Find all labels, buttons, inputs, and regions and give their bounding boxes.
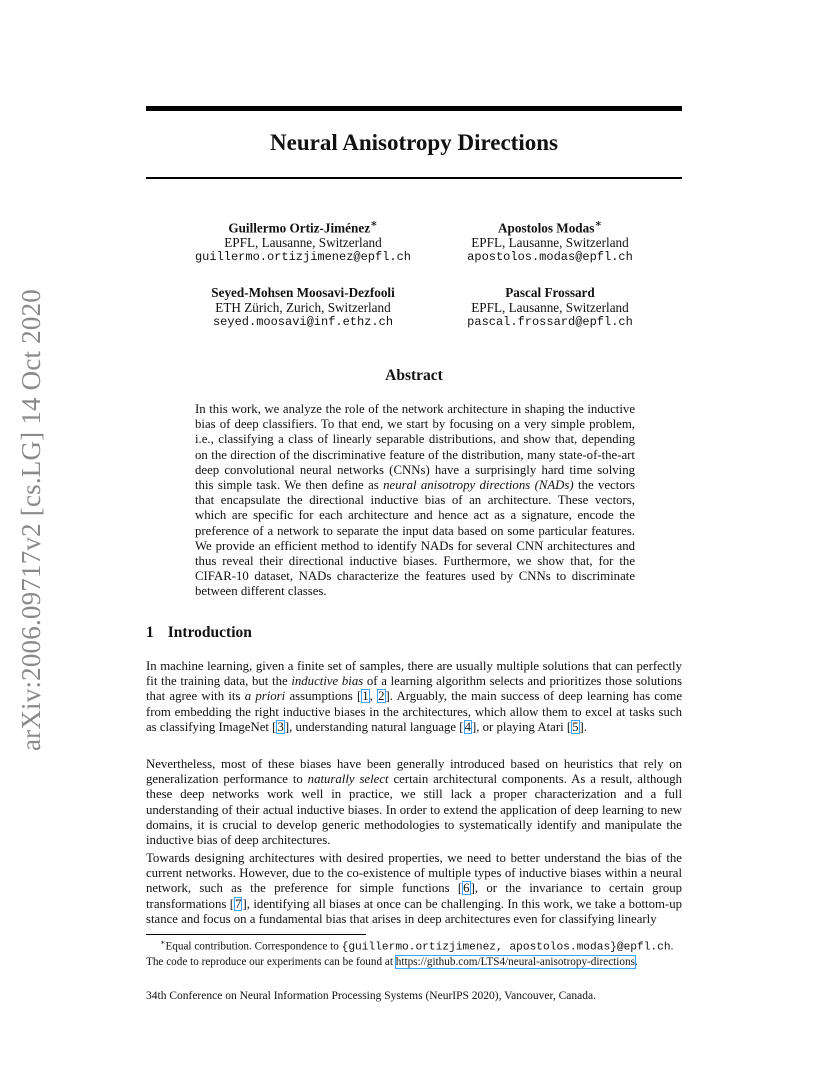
citation-link[interactable]: 7 <box>235 896 242 911</box>
author-name: Guillermo Ortiz-Jiménez∗ <box>228 218 378 236</box>
author-name: Apostolos Modas∗ <box>498 218 602 236</box>
footnote <box>146 936 686 969</box>
code-repository-link[interactable]: https://github.com/LTS4/neural-anisotropy-directions <box>395 955 635 968</box>
author-affiliation: EPFL, Lausanne, Switzerland <box>471 300 629 315</box>
citation-link[interactable]: 1 <box>362 689 369 704</box>
citation-link[interactable]: 2 <box>378 689 385 704</box>
citation-link[interactable]: 5 <box>572 719 579 734</box>
intro-paragraph-3: Towards designing architectures with desired properties, we need to better understand the bias of the current networks. However, due to the co-existence of multiple types of inductive biases within a neural network, such as the preference for simple functions [6], or the invariance to certain group transformations [7], identifying all biases at once can be challenging. In this work, we take a bottom-up stance and focus on a fundamental bias that arises in deep architectures even for classifying linearly <box>146 851 683 926</box>
title-rule-top <box>146 106 682 111</box>
citation-link[interactable]: 6 <box>463 881 470 896</box>
abstract-text: In this work, we analyze the role of the network architecture in shaping the inductive bias of deep classifiers. To that end, we start by focusing on a very simple problem, i.e., classifying a class of linearly separable distributions, and show that, depending on the direction of the discriminative feature of the distribution, many state-of-the-art deep convolutional neural networks (CNNs) have a surprisingly hard time solving this simple task. We then define as neural anisotropy directions (NADs) the vectors that encapsulate the directional inductive bias of an architecture. These vectors, which are specific for each architecture and hence act as a signature, encode the preference of a network to separate the input data based on some particular features. We provide an efficient method to identify NADs for several CNN architectures and thus reveal their directional inductive biases. Furthermore, we show that, for the CIFAR-10 dataset, NADs characterize the features used by CNNs to discriminate between different classes. <box>195 402 635 599</box>
author-block <box>173 285 433 330</box>
intro-paragraph-2: Nevertheless, most of these biases have been generally introduced based on heuristics that rely on generalization performance to naturally select certain architectural components. As a result, although these deep networks work well in practice, we still lack a proper characterization and a full understanding of their actual inductive biases. In order to extend the application of deep learning to new domains, it is crucial to develop generic methodologies to systematically identify and manipulate the inductive bias of deep architectures. <box>146 757 683 848</box>
intro-paragraph-1: In machine learning, given a finite set of samples, there are usually multiple solutions that can perfectly fit the training data, but the inductive bias of a learning algorithm selects and prioritizes those solutions that agree with its a priori assumptions [1, 2]. Arguably, the main success of deep learning has come from embedding the right inductive biases in the architectures, which allow them to excel at tasks such as classifying ImageNet [3], understanding natural language [4], or playing Atari [5]. <box>146 659 683 734</box>
arxiv-identifier-stamp: arXiv:2006.09717v2 [cs.LG] 14 Oct 2020 <box>16 288 46 752</box>
conference-note: 34th Conference on Neural Information Processing Systems (NeurIPS 2020), Vancouver, Canada. <box>146 990 596 1002</box>
author-email[interactable]: pascal.frossard@epfl.ch <box>467 315 633 329</box>
author-name: Seyed-Mohsen Moosavi-Dezfooli <box>211 285 395 300</box>
paper-title: Neural Anisotropy Directions <box>270 130 558 155</box>
footnote-line-1: ∗Equal contribution. Correspondence to {guillermo.ortizjimenez, apostolos.modas}@epfl.ch. <box>160 938 674 954</box>
title-rule-bottom <box>146 177 682 179</box>
author-email[interactable]: apostolos.modas@epfl.ch <box>467 250 633 265</box>
footnote-line-2: The code to reproduce our experiments can be found at https://github.com/LTS4/neural-anisotropy-directions. <box>146 955 638 968</box>
author-affiliation: EPFL, Lausanne, Switzerland <box>224 235 382 251</box>
author-block <box>420 285 680 330</box>
footnote-email[interactable]: {guillermo.ortizjimenez, apostolos.modas}@epfl.ch <box>341 941 671 954</box>
author-affiliation: ETH Zürich, Zurich, Switzerland <box>215 300 391 315</box>
section-heading: 1 Introduction <box>146 624 252 641</box>
author-block <box>173 217 433 265</box>
abstract-heading: Abstract <box>385 367 443 384</box>
citation-link[interactable]: 3 <box>277 719 284 734</box>
footnote-rule <box>146 934 366 935</box>
author-affiliation: EPFL, Lausanne, Switzerland <box>471 235 629 251</box>
author-name: Pascal Frossard <box>505 285 595 300</box>
author-email[interactable]: seyed.moosavi@inf.ethz.ch <box>212 315 394 329</box>
citation-link[interactable]: 4 <box>464 719 471 734</box>
author-email[interactable]: guillermo.ortizjimenez@epfl.ch <box>194 250 412 265</box>
author-block <box>420 217 680 265</box>
